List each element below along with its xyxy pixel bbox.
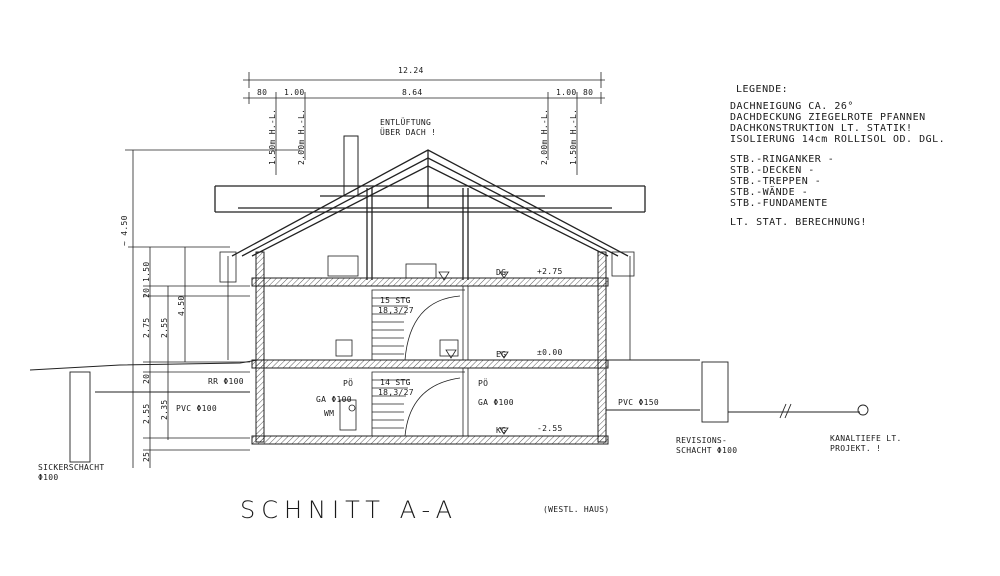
dim-mid-450: 4.50 xyxy=(177,295,186,316)
dim-total-width: 12.24 xyxy=(398,66,424,75)
legend-line-4: ISOLIERUNG 14cm ROLLISOL OD. DGL. xyxy=(730,134,946,145)
floor-slabs xyxy=(252,278,608,444)
vent-label-2: ÜBER DACH ! xyxy=(380,128,437,137)
dim-left-450: ~ 4.50 xyxy=(120,215,129,246)
vent-label: ENTLÜFTUNG xyxy=(380,118,432,127)
dim-left-20b: 20 xyxy=(142,373,151,384)
legend-note: LT. STAT. BERECHNUNG! xyxy=(730,217,867,228)
dim-left-150: 1.50 xyxy=(142,261,151,282)
dim-inner-width: 8.64 xyxy=(402,88,423,97)
level-kg-value: -2.55 xyxy=(537,424,563,433)
rr-label: RR Φ100 xyxy=(208,377,244,386)
level-dg: DG xyxy=(496,268,507,277)
legend-line-2: DACHDECKUNG ZIEGELROTE PFANNEN xyxy=(730,112,926,123)
legend-stb-4: STB.-WÄNDE - xyxy=(730,187,809,198)
pvc-right: PVC Φ150 xyxy=(618,398,659,407)
dim-left-20a: 20 xyxy=(142,287,151,298)
dim-left-275: 2.75 xyxy=(142,317,151,338)
po-left: PÖ xyxy=(343,379,354,388)
sicker-label: SICKERSCHACHT xyxy=(38,463,105,472)
dim-h150-right: 1.50m H.-L. xyxy=(569,108,578,165)
revision-label: REVISIONS- xyxy=(676,436,728,445)
revision-label-2: SCHACHT Φ100 xyxy=(676,446,738,455)
dim-h200-left: 2.00m H.-L. xyxy=(297,108,306,165)
stair-lower: 14 STG xyxy=(380,378,411,387)
legend-stb-1: STB.-RINGANKER - xyxy=(730,154,835,165)
level-dg-value: +2.75 xyxy=(537,267,563,276)
legend-title: LEGENDE: xyxy=(736,84,789,95)
dim-h150-left: 1.50m H.-L. xyxy=(268,108,277,165)
kanal-label-2: PROJEKT. ! xyxy=(830,444,882,453)
drawing-title: SCHNITT A-A xyxy=(240,496,459,524)
legend-line-1: DACHNEIGUNG CA. 26° xyxy=(730,101,854,112)
stair-upper: 15 STG xyxy=(380,296,411,305)
balconies xyxy=(220,252,634,360)
left-dimensions xyxy=(125,150,300,468)
legend-stb-3: STB.-TREPPEN - xyxy=(730,176,822,187)
dim-h200-right: 2.00m H.-L. xyxy=(540,108,549,165)
dim-left-255: 2.55 xyxy=(142,403,151,424)
level-kg: KG xyxy=(496,426,507,435)
stair-lower-dim: 18,3/27 xyxy=(378,388,414,397)
level-eg: EG xyxy=(496,350,507,359)
ga-left: GA Φ100 xyxy=(316,395,352,404)
pvc-left: PVC Φ100 xyxy=(176,404,217,413)
ga-right: GA Φ100 xyxy=(478,398,514,407)
dim-mid-255: 2.55 xyxy=(160,317,169,338)
wm-label: WM xyxy=(324,409,335,418)
level-eg-value: ±0.00 xyxy=(537,348,563,357)
legend-line-3: DACHKONSTRUKTION LT. STATIK! xyxy=(730,123,913,134)
stair-upper-dim: 18,3/27 xyxy=(378,306,414,315)
po-right: PÖ xyxy=(478,379,489,388)
dim-left-25: 25 xyxy=(142,451,151,462)
dim-left-overhang: 80 xyxy=(257,88,268,97)
legend-stb-2: STB.-DECKEN - xyxy=(730,165,815,176)
legend-stb-5: STB.-FUNDAMENTE xyxy=(730,198,828,209)
dim-right-offset: 1.00 xyxy=(556,88,577,97)
roof xyxy=(215,150,645,280)
chimney xyxy=(344,136,358,196)
legend xyxy=(730,84,945,228)
dim-mid-235: 2.35 xyxy=(160,399,169,420)
dim-left-offset: 1.00 xyxy=(284,88,305,97)
dim-right-overhang: 80 xyxy=(583,88,594,97)
drawing-subtitle: (WESTL. HAUS) xyxy=(543,505,610,514)
kanal-label: KANALTIEFE LT. xyxy=(830,434,902,443)
sicker-label-2: Φ100 xyxy=(38,473,59,482)
